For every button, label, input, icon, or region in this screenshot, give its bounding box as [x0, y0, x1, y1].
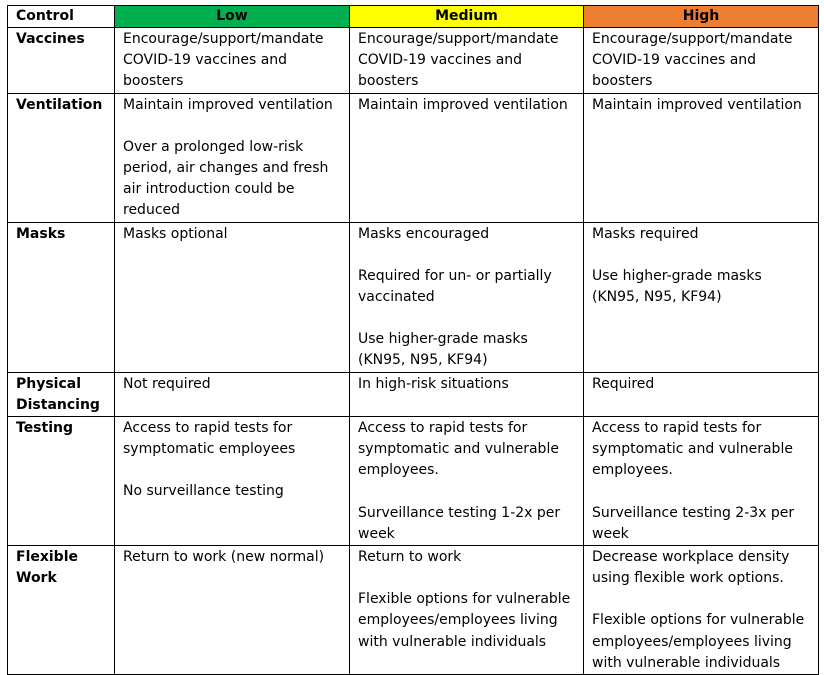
cell-paragraph: Required: [592, 375, 655, 392]
cell-paragraph: Masks optional: [123, 225, 228, 242]
row-ventilation: [8, 93, 819, 222]
cell-high: [584, 372, 819, 416]
row-label: Testing: [8, 417, 115, 546]
cell-paragraph: Masks required: [592, 225, 699, 242]
cell-high: [584, 417, 819, 546]
row-label: Physical Distancing: [8, 372, 115, 416]
cell-paragraph: Return to work: [358, 549, 462, 566]
cell-high: [584, 222, 819, 372]
cell-low: [115, 222, 350, 372]
cell-high: [584, 93, 819, 222]
cell-paragraph: Surveillance testing 2-3x per week: [592, 504, 795, 542]
row-flexible-work: [8, 546, 819, 675]
row-physical-distancing: [8, 372, 819, 416]
row-label: Ventilation: [8, 93, 115, 222]
row-testing: [8, 417, 819, 546]
row-vaccines: [8, 28, 819, 94]
cell-high: [584, 546, 819, 675]
cell-paragraph: Required for un- or partially vaccinated: [358, 267, 552, 306]
cell-paragraph: Masks encouraged: [358, 225, 490, 242]
cell-paragraph: Return to work (new normal): [123, 549, 325, 566]
cell-low: [115, 372, 350, 416]
cell-paragraph: Use higher-grade masks (KN95, N95, KF94): [358, 331, 528, 369]
cell-paragraph: Access to rapid tests for symptomatic employees: [123, 420, 296, 458]
cell-paragraph: Access to rapid tests for symptomatic and vulnerable employees.: [592, 420, 793, 479]
cell-medium: [350, 546, 584, 675]
cell-paragraph: Encourage/support/mandate COVID-19 vaccines and boosters: [123, 31, 324, 90]
cell-paragraph: Maintain improved ventilation: [358, 96, 568, 113]
cell-paragraph: Access to rapid tests for symptomatic and vulnerable employees.: [358, 420, 559, 479]
cell-paragraph: In high-risk situations: [358, 375, 509, 392]
row-label: Flexible Work: [8, 546, 115, 675]
cell-paragraph: Not required: [123, 375, 211, 392]
cell-paragraph: Flexible options for vulnerable employees/employees living with vulnerable individuals: [358, 591, 571, 650]
cell-paragraph: Maintain improved ventilation: [592, 96, 802, 113]
header-low: Low: [115, 6, 350, 28]
row-masks: [8, 222, 819, 372]
cell-paragraph: Surveillance testing 1-2x per week: [358, 504, 561, 542]
cell-high: [584, 28, 819, 94]
cell-paragraph: Decrease workplace density using flexible work options.: [592, 549, 790, 587]
cell-medium: [350, 372, 584, 416]
header-control: Control: [8, 6, 115, 28]
cell-paragraph: Over a prolonged low-risk period, air changes and fresh air introduction could be reduced: [123, 138, 329, 219]
controls-table: [7, 5, 819, 675]
cell-paragraph: Encourage/support/mandate COVID-19 vaccines and boosters: [358, 31, 559, 90]
cell-paragraph: Flexible options for vulnerable employees/employees living with vulnerable individuals: [592, 612, 805, 671]
cell-medium: [350, 417, 584, 546]
cell-paragraph: No surveillance testing: [123, 483, 284, 500]
cell-paragraph: Encourage/support/mandate COVID-19 vaccines and boosters: [592, 31, 793, 90]
row-label: Masks: [8, 222, 115, 372]
cell-low: [115, 417, 350, 546]
row-label: Vaccines: [8, 28, 115, 94]
cell-medium: [350, 222, 584, 372]
cell-paragraph: Maintain improved ventilation: [123, 96, 333, 113]
cell-low: [115, 93, 350, 222]
cell-paragraph: Use higher-grade masks (KN95, N95, KF94): [592, 267, 762, 306]
cell-medium: [350, 93, 584, 222]
cell-low: [115, 546, 350, 675]
cell-low: [115, 28, 350, 94]
cell-medium: [350, 28, 584, 94]
header-high: High: [584, 6, 819, 28]
header-medium: Medium: [350, 6, 584, 28]
